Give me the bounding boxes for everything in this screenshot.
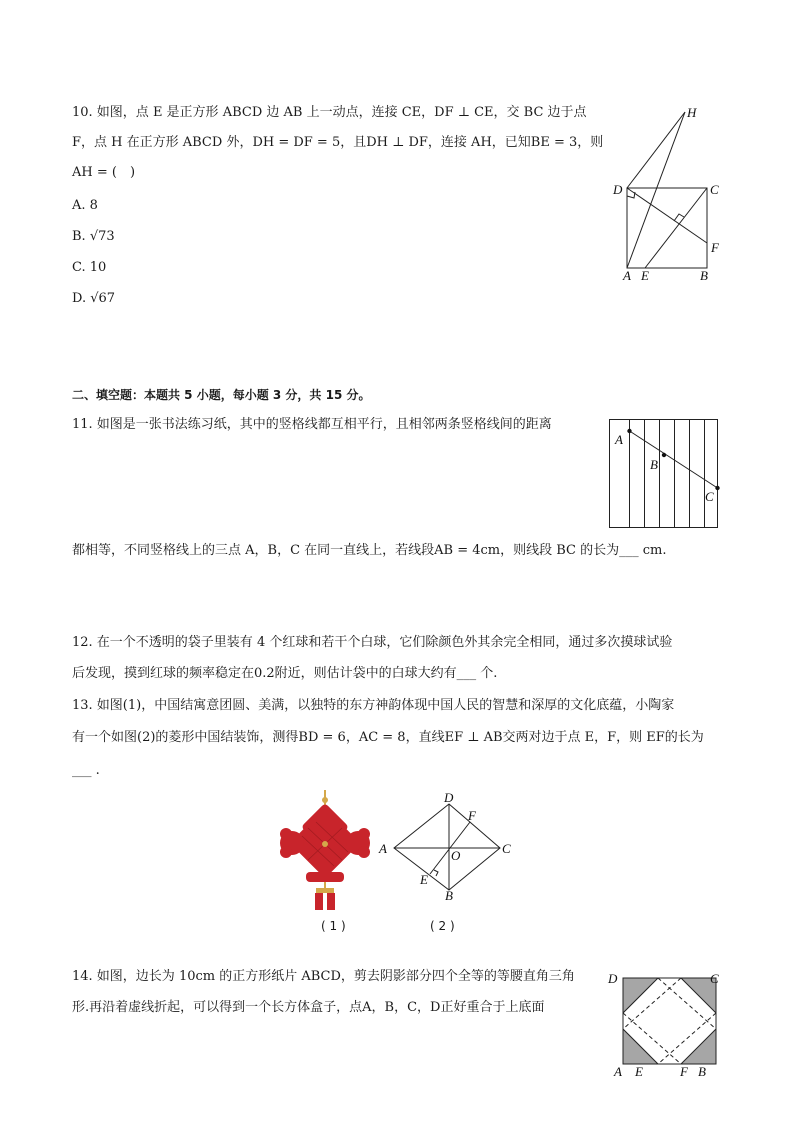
q10-line1: 10. 如图，点 E 是正方形 ABCD 边 AB 上一动点，连接 CE，DF ⊥ CE，交 BC 边于点 <box>72 105 587 120</box>
label-a: A <box>623 268 631 283</box>
q12-line2: 后发现，摸到红球的频率稳定在0.2附近，则估计袋中的白球大约有___ 个. <box>72 666 498 681</box>
caption-figure-1: ( 1 ) <box>321 919 346 933</box>
option-value: 8 <box>89 198 98 213</box>
q13-line1: 13. 如图(1)，中国结寓意团圆、美满，以独特的东方神韵体现中国人民的智慧和深厚的文化底蕴，小陶家 <box>72 698 675 713</box>
point-c <box>715 486 719 490</box>
rhombus-abcd <box>394 804 500 890</box>
label-f: F <box>468 808 476 823</box>
q11-line1: 11. 如图是一张书法练习纸，其中的竖格线都互相平行，且相邻两条竖格线间的距离 <box>72 417 552 432</box>
q13-rhombus-figure <box>374 792 519 904</box>
q13-line2: 有一个如图(2)的菱形中国结装饰，测得BD = 6，AC = 8，直线EF ⊥ AB交两对边于点 E，F，则 EF的长为 <box>72 730 704 745</box>
caption-figure-2: ( 2 ) <box>430 919 455 933</box>
label-a: A <box>615 432 623 447</box>
label-c: C <box>705 489 714 504</box>
label-d: D <box>613 182 623 197</box>
option-label: A. <box>72 198 90 213</box>
label-c: C <box>710 182 719 197</box>
point-b <box>662 453 666 457</box>
label-f: F <box>680 1064 688 1078</box>
point-a <box>627 429 631 433</box>
label-d: D <box>608 971 618 986</box>
label-f: F <box>711 240 719 255</box>
label-d: D <box>444 792 454 805</box>
option-label: D. <box>72 291 91 306</box>
label-a: A <box>614 1064 622 1078</box>
option-value: 10 <box>89 260 107 275</box>
q10-option-d <box>72 290 115 308</box>
option-label: C. <box>72 260 90 275</box>
label-o: O <box>451 848 461 863</box>
q10-option-c <box>72 259 106 277</box>
q10-figure <box>605 100 730 290</box>
q14-figure <box>606 966 726 1078</box>
label-c: C <box>502 841 511 856</box>
q13-line3: ___ . <box>72 763 100 778</box>
label-a: A <box>379 841 387 856</box>
q14-line2: 形.再沿着虚线折起，可以得到一个长方体盒子，点A，B，C，D正好重合于上底面 <box>72 1000 545 1015</box>
option-value: √73 <box>89 229 115 244</box>
label-b: B <box>650 457 658 472</box>
label-e: E <box>641 268 649 283</box>
label-c: C <box>710 971 719 986</box>
chinese-knot-image <box>278 788 373 913</box>
label-e: E <box>635 1064 643 1078</box>
option-value: √67 <box>90 291 116 306</box>
label-b: B <box>698 1064 706 1078</box>
option-label: B. <box>72 229 90 244</box>
segment-ce <box>645 188 707 268</box>
segment-dh <box>627 112 685 188</box>
segment-ah <box>627 112 685 268</box>
q11-figure <box>608 418 723 532</box>
label-h: H <box>687 105 697 120</box>
q12-line1: 12. 在一个不透明的袋子里装有 4 个红球和若干个白球，它们除颜色外其余完全相同，通过多次摸球试验 <box>72 635 673 650</box>
section-title: 二、填空题：本题共 5 小题，每小题 3 分，共 15 分。 <box>72 388 371 402</box>
q10-line2: F，点 H 在正方形 ABCD 外，DH = DF = 5，且DH ⊥ DF，连接 AH，已知BE = 3，则 <box>72 135 604 150</box>
q11-line2: 都相等，不同竖格线上的三点 A，B，C 在同一直线上，若线段AB = 4cm，则线段 BC 的长为___ cm. <box>72 543 667 558</box>
q14-line1: 14. 如图，边长为 10cm 的正方形纸片 ABCD，剪去阴影部分四个全等的等腰直角三角 <box>72 969 575 984</box>
label-b: B <box>445 888 453 903</box>
q10-line3: AH = ( ) <box>72 165 136 180</box>
square-abcd <box>627 188 707 268</box>
q10-option-b <box>72 228 115 246</box>
label-b: B <box>700 268 708 283</box>
label-e: E <box>420 872 428 887</box>
q10-option-a <box>72 197 98 215</box>
